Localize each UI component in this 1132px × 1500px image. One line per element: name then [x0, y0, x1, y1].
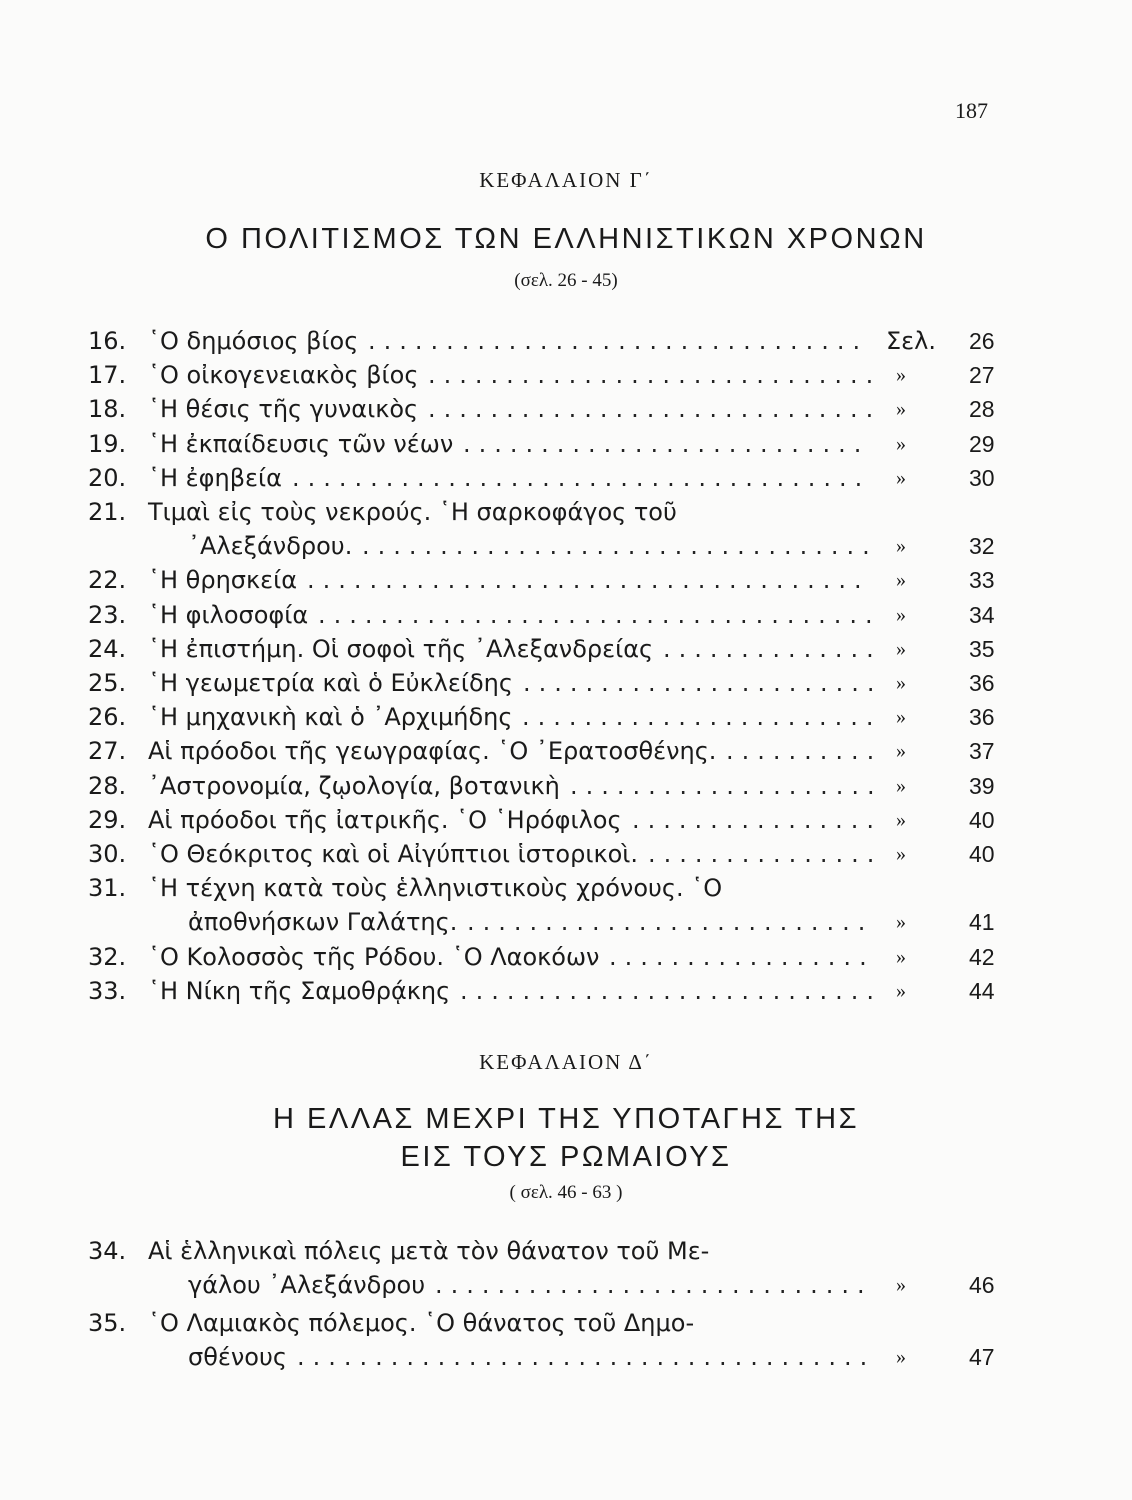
- entry-title: ῾Η ἐκπαίδευσις τῶν νέων: [148, 429, 454, 458]
- entry-page: 46: [969, 1272, 995, 1298]
- toc-entry: [0, 837, 1132, 871]
- page-marker: »: [896, 911, 906, 934]
- entry-title: ῾Ο οἰκογενειακὸς βίος: [148, 361, 419, 390]
- toc-entry-line: [0, 529, 1132, 563]
- page-marker: »: [896, 808, 906, 831]
- toc-entry: [0, 1234, 1132, 1302]
- dot-leader: .......................: [523, 669, 883, 697]
- entry-title: ῾Η θέσις τῆς γυναικὸς: [148, 395, 419, 424]
- entry-number: 20.: [88, 463, 127, 492]
- toc-entry-line: [0, 803, 1132, 837]
- dot-leader: .....................................: [297, 1343, 876, 1371]
- dot-leader: ..............: [663, 634, 882, 663]
- page-marker: »: [896, 1274, 906, 1296]
- page-marker: »: [896, 672, 906, 694]
- entry-title: ῾Ο δημόσιος βίος: [148, 327, 359, 355]
- toc-entry-line: [0, 1268, 1132, 1302]
- entry-title: γάλου ᾿Αλεξάνδρου: [188, 1271, 426, 1299]
- toc-entry: [0, 769, 1132, 803]
- dot-leader: .................................: [362, 532, 878, 560]
- entry-title: ῾Η ἐφηβεία: [148, 463, 282, 492]
- entry-number: 29.: [88, 805, 127, 834]
- entry-page: 34: [969, 601, 995, 628]
- toc-entry-line: [0, 598, 1132, 632]
- entry-number: 16.: [88, 327, 127, 355]
- entry-page: 39: [969, 772, 995, 799]
- dot-leader: ............................: [435, 1271, 873, 1299]
- toc-entry-line: [0, 563, 1132, 597]
- entry-number: 28.: [88, 771, 127, 800]
- entry-number: 18.: [88, 395, 127, 424]
- entry-title: ῾Η φιλοσοφία: [148, 600, 309, 629]
- toc-entry-line: [0, 940, 1132, 974]
- page-marker: »: [896, 979, 906, 1002]
- page-marker: »: [896, 535, 906, 557]
- chapter-label-d: ΚΕΦΑΛΑΙΟΝ Δ΄: [479, 1050, 653, 1074]
- dot-leader: ...........................: [460, 976, 882, 1005]
- entry-page: 44: [969, 977, 995, 1004]
- page-number: 187: [955, 98, 988, 123]
- entry-title: Τιμαὶ εἰς τοὺς νεκρούς. ῾Η σαρκοφάγος τοῦ: [148, 498, 677, 526]
- toc-entry-line: [0, 1306, 1132, 1340]
- entry-page: 42: [969, 943, 995, 970]
- toc-entry-line: [0, 495, 1132, 529]
- toc-entry: [0, 427, 1132, 461]
- entry-title: ῾Ο Θεόκριτος καὶ οἱ Αἰγύπτιοι ἱστορικοὶ.: [148, 840, 639, 868]
- chapter-label-g: ΚΕΦΑΛΑΙΟΝ Γ΄: [479, 168, 653, 192]
- toc-entry: [0, 1306, 1132, 1374]
- dot-leader: .......................: [522, 703, 882, 732]
- chapter-title-line: Η ΕΛΛΑΣ ΜΕΧΡΙ ΤΗΣ ΥΠΟΤΑΓΗΣ ΤΗΣ: [272, 1103, 859, 1135]
- toc-entry: [0, 734, 1132, 768]
- page-marker: »: [896, 774, 906, 797]
- dot-leader: ...............: [648, 840, 883, 868]
- toc-entry: [0, 632, 1132, 666]
- chapter-title-d: [0, 1100, 1132, 1176]
- entry-title: ῾Ο Κολοσσὸς τῆς Ρόδου. ῾Ο Λαοκόων: [148, 942, 600, 971]
- dot-leader: ................................: [368, 327, 869, 355]
- dot-leader: ..........: [726, 737, 883, 766]
- toc-entry: [0, 666, 1132, 700]
- entry-number: 33.: [88, 976, 127, 1005]
- entry-number: 26.: [88, 703, 127, 732]
- page-marker: »: [896, 843, 906, 865]
- toc-entry-line: [0, 461, 1132, 495]
- entry-page: 36: [969, 670, 995, 696]
- entry-number: 19.: [88, 429, 127, 458]
- dot-leader: ....................: [570, 771, 883, 800]
- chapter-pages-g: (σελ. 26 - 45): [514, 270, 618, 291]
- page-marker: »: [896, 432, 906, 455]
- entry-page: 30: [969, 464, 995, 491]
- dot-leader: .....................................: [292, 463, 871, 492]
- toc-entry: [0, 324, 1132, 358]
- toc-entry-line: [0, 632, 1132, 666]
- page-marker: Σελ.: [886, 327, 936, 355]
- toc-entry: [0, 940, 1132, 974]
- entry-title: ῾Η μηχανικὴ καὶ ὁ ᾿Αρχιμήδης: [148, 703, 513, 732]
- entry-number: 31.: [88, 874, 127, 903]
- toc-entry: [0, 803, 1132, 837]
- toc-entry-line: [0, 392, 1132, 426]
- chapter-title-line: Ο ΠΟΛΙΤΙΣΜΟΣ ΤΩΝ ΕΛΛΗΝΙΣΤΙΚΩΝ ΧΡΟΝΩΝ: [205, 223, 927, 255]
- dot-leader: .............................: [428, 361, 882, 390]
- entry-page: 36: [969, 704, 995, 731]
- toc-entry-line: [0, 1340, 1132, 1374]
- entry-page: 27: [969, 362, 995, 389]
- toc-entry: [0, 563, 1132, 597]
- page-marker: »: [896, 740, 906, 763]
- entry-title: ῾Η θρησκεία: [148, 566, 298, 595]
- page-marker: »: [896, 569, 906, 592]
- entry-page: 33: [969, 567, 995, 594]
- page-marker: »: [896, 398, 906, 421]
- chapter-title-g: [0, 220, 1132, 258]
- entry-title: ῾Η τέχνη κατὰ τοὺς ἑλληνιστικοὺς χρόνους. ῾Ο: [148, 874, 723, 903]
- dot-leader: ....................................: [307, 566, 870, 595]
- toc-entry-line: [0, 734, 1132, 768]
- chapter-title-line: ΕΙΣ ΤΟΥΣ ΡΩΜΑΙΟΥΣ: [400, 1141, 732, 1173]
- page-marker: »: [896, 637, 906, 660]
- toc-entry: [0, 700, 1132, 734]
- entry-title: ῾Η γεωμετρία καὶ ὁ Εὐκλείδης: [148, 669, 513, 697]
- toc-entry-line: [0, 1234, 1132, 1268]
- entry-number: 23.: [88, 600, 127, 629]
- entry-number: 21.: [88, 498, 127, 526]
- entry-number: 32.: [88, 942, 127, 971]
- chapter-pages-d: ( σελ. 46 - 63 ): [509, 1182, 623, 1203]
- entry-title: ᾿Αστρονομία, ζῳολογία, βοτανικὴ: [148, 771, 560, 800]
- entry-number: 25.: [88, 669, 127, 697]
- toc-entry: [0, 871, 1132, 939]
- entry-title: σθένους: [188, 1343, 287, 1371]
- entry-page: 32: [969, 533, 995, 559]
- entry-title: ᾿Αλεξάνδρου.: [188, 532, 353, 560]
- entry-page: 41: [969, 909, 995, 936]
- entry-page: 35: [969, 635, 995, 662]
- entry-title: ἀποθνήσκων Γαλάτης.: [188, 908, 458, 937]
- page-marker: »: [896, 706, 906, 729]
- entry-page: 40: [969, 841, 995, 867]
- entry-page: 37: [969, 738, 995, 765]
- entry-page: 29: [969, 430, 995, 457]
- toc-entry: [0, 495, 1132, 563]
- toc-entry-line: [0, 905, 1132, 939]
- entry-title: ῾Η ἐπιστήμη. Οἱ σοφοὶ τῆς ᾿Αλεξανδρείας: [148, 634, 654, 663]
- entry-number: 27.: [88, 737, 127, 766]
- toc-entry-line: [0, 358, 1132, 392]
- page-marker: »: [896, 945, 906, 968]
- entry-title: Αἱ πρόοδοι τῆς ἰατρικῆς. ῾Ο ῾Ηρόφιλος: [148, 805, 622, 834]
- entry-title: ῾Ο Λαμιακὸς πόλεμος. ῾Ο θάνατος τοῦ Δημο-: [148, 1309, 695, 1337]
- toc-entry: [0, 392, 1132, 426]
- page-marker: »: [896, 603, 906, 626]
- toc-entry-line: [0, 871, 1132, 905]
- dot-leader: ....................................: [318, 600, 881, 629]
- entry-number: 35.: [88, 1309, 127, 1337]
- toc-entry-line: [0, 700, 1132, 734]
- dot-leader: ..........................: [463, 429, 870, 458]
- entry-number: 24.: [88, 634, 127, 663]
- entry-number: 17.: [88, 361, 127, 390]
- entry-page: 28: [969, 396, 995, 423]
- toc-entry-line: [0, 769, 1132, 803]
- toc-entry-line: [0, 974, 1132, 1008]
- toc-entry: [0, 461, 1132, 495]
- toc-entry-line: [0, 324, 1132, 358]
- toc-entry: [0, 974, 1132, 1008]
- entry-title: ῾Η Νίκη τῆς Σαμοθρᾴκης: [148, 976, 451, 1005]
- toc-entry-line: [0, 427, 1132, 461]
- page-marker: »: [896, 466, 906, 489]
- dot-leader: ..........................: [467, 908, 874, 937]
- toc-entry-line: [0, 837, 1132, 871]
- entry-number: 30.: [88, 840, 127, 868]
- entry-number: 34.: [88, 1237, 127, 1265]
- page-marker: »: [896, 364, 906, 387]
- toc-entry-line: [0, 666, 1132, 700]
- dot-leader: .................: [609, 942, 875, 971]
- entry-number: 22.: [88, 566, 127, 595]
- dot-leader: ................: [632, 805, 883, 834]
- entry-title: Αἱ πρόοδοι τῆς γεωγραφίας. ῾Ο ᾿Ερατοσθένης.: [148, 737, 717, 766]
- toc-entry: [0, 598, 1132, 632]
- entry-page: 40: [969, 806, 995, 833]
- dot-leader: .............................: [428, 395, 882, 424]
- toc-entry: [0, 358, 1132, 392]
- entry-title: Αἱ ἑλληνικαὶ πόλεις μετὰ τὸν θάνατον τοῦ Με-: [148, 1237, 710, 1265]
- entry-page: 26: [969, 328, 995, 354]
- page-marker: »: [896, 1346, 906, 1368]
- entry-page: 47: [969, 1344, 995, 1370]
